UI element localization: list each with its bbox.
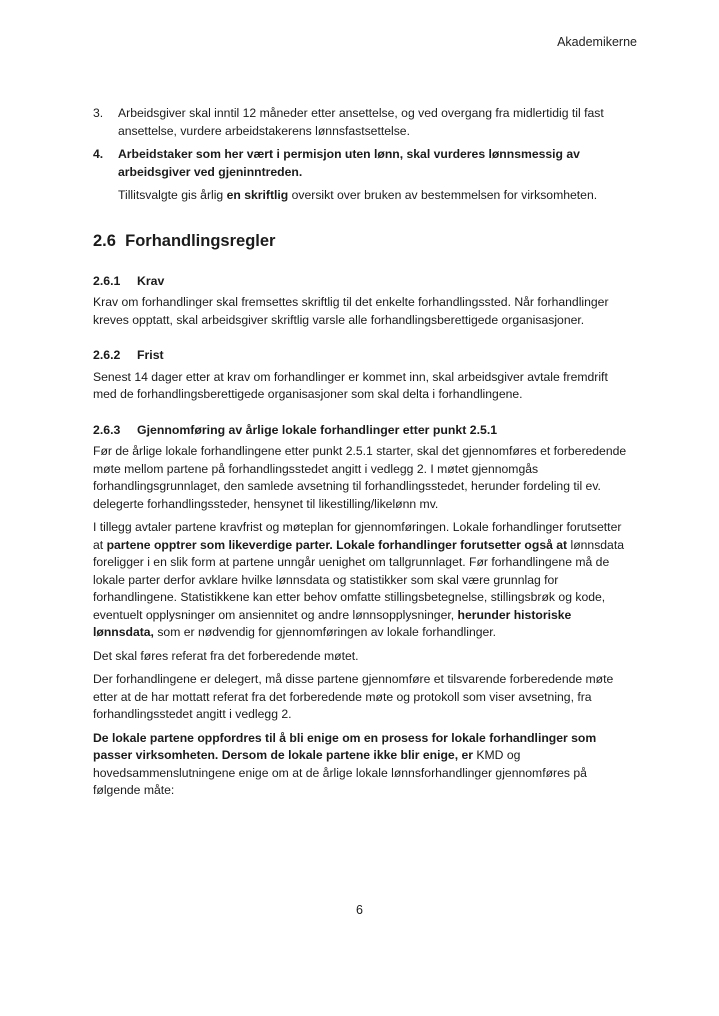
list-item-4 — [93, 146, 633, 181]
subsection-title: Krav — [137, 273, 165, 288]
paragraph-forberedende: Før de årlige lokale forhandlingene etter punkt 2.5.1 starter, skal det gjennomføres et forberedende møte mellom partene på forhandlingsstedet angitt i vedlegg 2. I møtet gjennomgås forhandlingsgrunnlaget, den samlede avsetning til forhandlingsstedet, herunder fordeling til ev. delegerte forhandlingssteder, hensynet til likestilling/likelønn mv. — [93, 444, 627, 511]
subsection-number: 2.6.3 — [93, 422, 121, 437]
subsection-heading-262 — [93, 347, 633, 365]
section-title: Forhandlingsregler — [125, 231, 276, 250]
tillitsvalgte-paragraph — [118, 187, 633, 205]
subsection-number: 2.6.1 — [93, 273, 121, 288]
subsection-title: Gjennomføring av årlige lokale forhandlinger etter punkt 2.5.1 — [137, 422, 498, 437]
header-org: Akademikerne — [557, 35, 637, 49]
paragraph-oppfordres — [93, 730, 633, 800]
bold-run: herunder historiske lønnsdata, — [93, 607, 572, 639]
section-number: 2.6 — [93, 231, 116, 250]
document-body — [93, 105, 633, 806]
list-item-3 — [93, 105, 633, 140]
paragraph-krav: Krav om forhandlinger skal fremsettes skriftlig til det enkelte forhandlingssted. Når forhandlinger kreves opptatt, skal arbeidsgiver skriftlig varsle alle forhandlingsberettigede organisasjoner. — [93, 295, 609, 327]
text-run: KMD og hovedsammenslutningene enige om at de årlige lokale lønnsforhandlinger gjennomføres på følgende måte: — [93, 748, 587, 797]
text-run: lønnsdata foreligger i en slik form at partene unngår uenighet om tallgrunnlaget. Før forhandlingene må de lokale parter derfor avklare hvilke lønnsdata og statistikker som skal være grunnlag for forhandlingene. Statistikkene kan etter behov omfatte stillingsbetegnelse, stillingsbrøk og kode, eventuelt opplysninger om ansiennitet og andre lønnsopplysninger, — [93, 537, 625, 622]
bold-run: De lokale partene oppfordres til å bli enige om en prosess for lokale forhandlinger som passer virksomheten. Dersom de lokale partene ikke blir enige, er — [93, 730, 597, 762]
list-text: Arbeidsgiver skal inntil 12 måneder etter ansettelse, og ved overgang fra midlertidig til fast ansettelse, vurdere arbeidstakerens lønnsfastsettelse. — [118, 106, 604, 138]
paragraph-referat: Det skal føres referat fra det forberedende møtet. — [93, 648, 359, 663]
bold-run: en skriftlig — [226, 188, 289, 202]
text-run: som er nødvendig for gjennomføringen av lokale forhandlinger. — [153, 625, 497, 639]
paragraph-delegert: Der forhandlingene er delegert, må disse partene gjennomføre et tilsvarende forberedende møte etter at de har mottatt referat fra det forberedende møte og protokoll som viser avsetning, fra forhandlingsstedet angitt i vedlegg 2. — [93, 672, 614, 721]
subsection-heading-263 — [93, 422, 633, 440]
text-run: oversikt over bruken av bestemmelsen for virksomheten. — [288, 188, 598, 202]
subsection-heading-261 — [93, 273, 633, 291]
paragraph-tillegg — [93, 519, 633, 642]
text-run: I tillegg avtaler partene kravfrist og møteplan for gjennomføringen. Lokale forhandlinger forutsetter at — [93, 520, 622, 552]
section-heading — [93, 231, 633, 251]
list-number: 4. — [93, 147, 104, 161]
paragraph-frist: Senest 14 dager etter at krav om forhandlinger er kommet inn, skal arbeidsgiver avtale fremdrift med de forhandlingsberettigede organisasjoner som skal delta i forhandlingene. — [93, 369, 608, 401]
text-run: Tillitsvalgte gis årlig — [118, 188, 227, 202]
list-text: Arbeidstaker som her vært i permisjon uten lønn, skal vurderes lønnsmessig av arbeidsgiver ved gjeninntreden. — [118, 147, 580, 179]
subsection-number: 2.6.2 — [93, 348, 121, 362]
page-number: 6 — [356, 903, 363, 917]
list-number: 3. — [93, 106, 104, 120]
bold-run: partene opptrer som likeverdige parter. Lokale forhandlinger forutsetter også at — [106, 537, 568, 552]
subsection-title: Frist — [137, 348, 164, 362]
